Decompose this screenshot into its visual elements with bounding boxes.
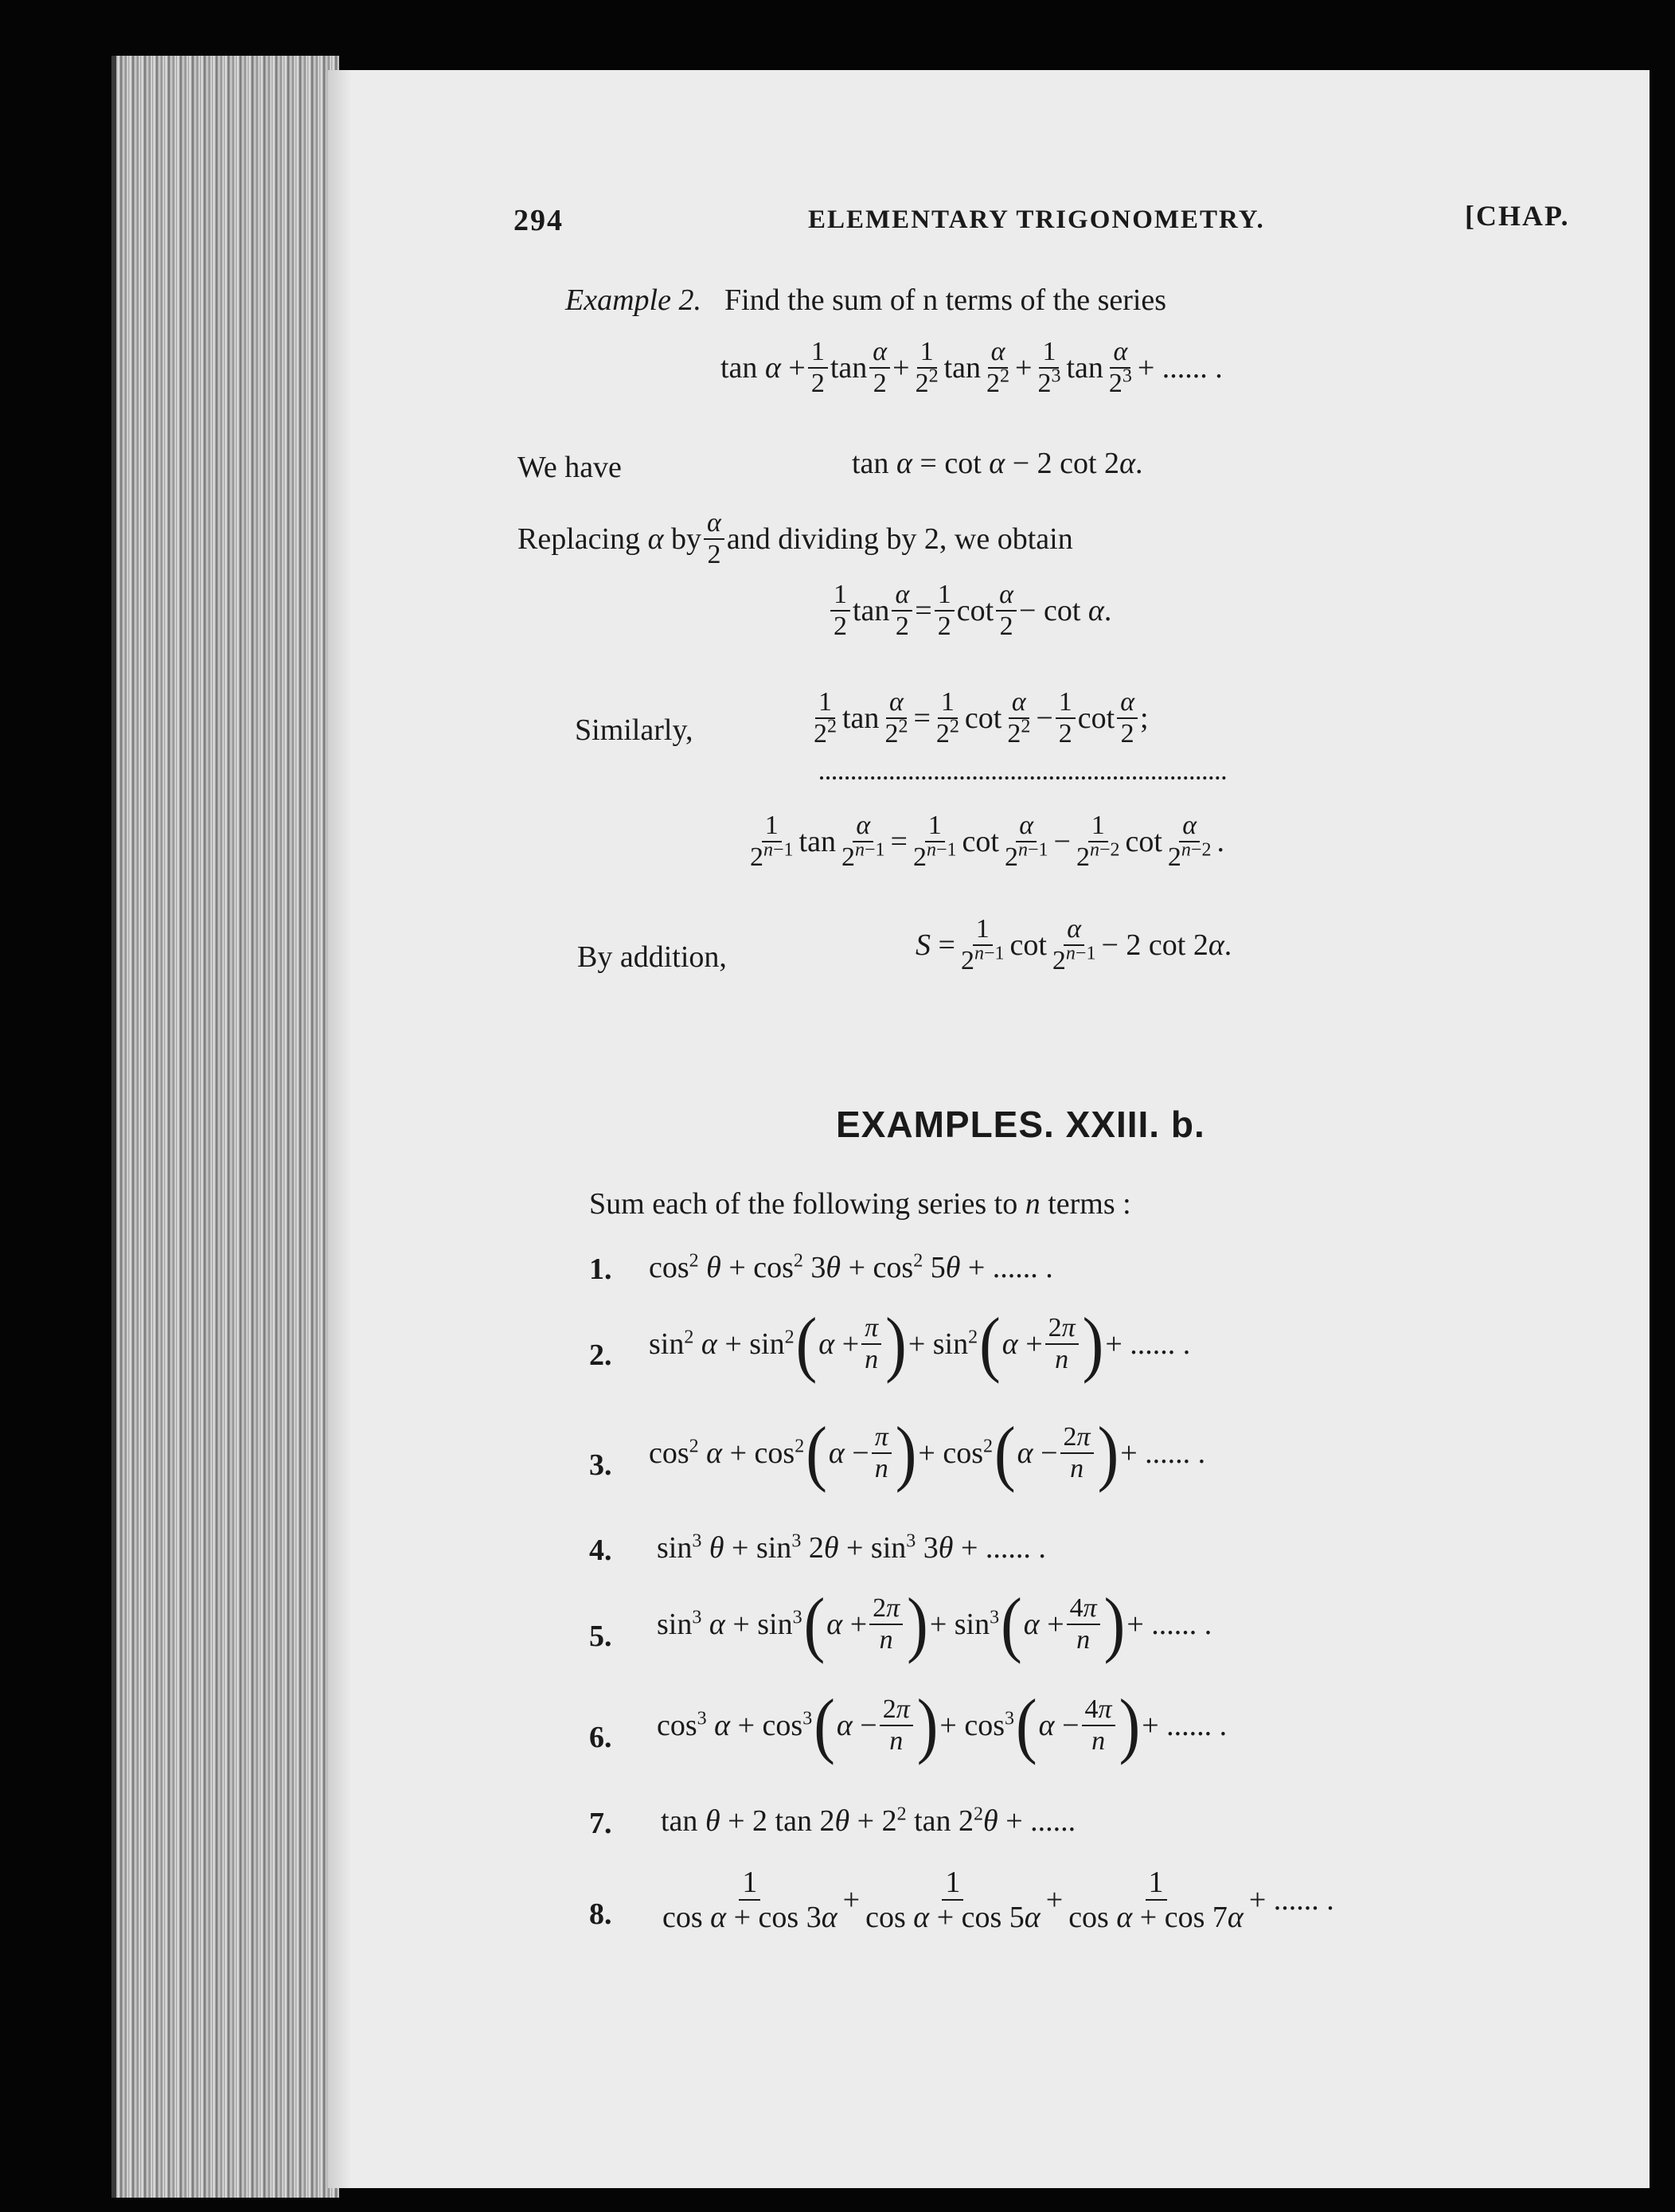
series-expression: tan α + $\frac{1}{2}$ tan $\frac{\alpha}{2}$ + $\frac{1}{2^2}$ tan $\frac{\alpha}{2^2}$ + $\frac{1}{2^3}$ tan $\frac{\alpha}{2^3}$ + ...... . — [720, 337, 1223, 398]
we-have-equation: tan α = cot α − 2 cot 2α. — [852, 447, 1143, 480]
continuation-dots — [820, 776, 1226, 780]
example-statement-text: Find the sum of n terms of the series — [724, 283, 1167, 317]
addition-label: By addition, — [577, 940, 727, 974]
equation-2: $\frac{1}{2^2}$ tan $\frac{\alpha}{2^2}$ = $\frac{1}{2^2}$ cot $\frac{\alpha}{2^2}$ − $\frac{1}{2}$ cot $\frac{\alpha}{2}$ ; — [814, 687, 1149, 748]
exercises-instruction: Sum each of the following series to n terms : — [589, 1187, 1131, 1221]
exercise-7-expression: tan θ + 2 $\tan 2\theta + 2^2$ $\tan 2^2\theta$ + ...... — [661, 1804, 1076, 1838]
exercise-3-expression: $\cos^2 \alpha + \cos^2$ ( α − $\frac{\pi}{n}$ ) + $\cos^2$ ( α − $\frac{2\pi}{n}$ ) + ...... . — [649, 1413, 1206, 1494]
example-statement — [565, 283, 1166, 318]
exercise-number-6: 6. — [589, 1721, 612, 1754]
sum-equation: S = $\frac{1}{2^{n-1}}$ cot $\frac{\alpha}{2^{n-1}}$ − 2 cot 2α. — [916, 914, 1232, 975]
exercise-6-expression: $\cos^3 \alpha + \cos^3$ ( α − $\frac{2\pi}{n}$ ) + $\cos^3$ ( α − $\frac{4\pi}{n}$ ) + ...... . — [657, 1685, 1228, 1766]
equation-3: $\frac{1}{2^{n-1}}$ tan $\frac{\alpha}{2^{n-1}}$ = $\frac{1}{2^{n-1}}$ cot $\frac{\alpha}{2^{n-1}}$ − $\frac{1}{2^{n-2}}$ cot $\frac{\alpha}{2^{n-2}}$ . — [750, 811, 1224, 872]
exercises-heading: EXAMPLES. XXIII. b. — [836, 1104, 1205, 1145]
example-label: Example 2. — [565, 283, 701, 317]
exercise-1-expression: $\cos^2 \theta + \cos^2 3\theta + \cos^2 5\theta$ + ...... . — [649, 1250, 1053, 1284]
exercise-number-2: 2. — [589, 1339, 612, 1372]
exercise-number-8: 8. — [589, 1897, 612, 1931]
exercise-8-expression: $\frac{1}{\text{cos α + cos 3α}}$ + $\frac{1}{\text{cos α + cos 5α}}$ + $\frac{1}{\text{cos α + cos 7α}}$ + ...... . — [662, 1866, 1334, 1934]
replacing-sentence: Replacing α by $\frac{\alpha}{2}$ and dividing by 2, we obtain — [517, 508, 1073, 569]
equation-1: $\frac{1}{2}$ tan $\frac{\alpha}{2}$ = $\frac{1}{2}$ cot $\frac{\alpha}{2}$ − cot α. — [828, 581, 1111, 640]
page-number: 294 — [513, 204, 564, 237]
similarly-label: Similarly, — [575, 713, 693, 747]
exercise-number-1: 1. — [589, 1253, 612, 1286]
exercise-number-5: 5. — [589, 1620, 612, 1653]
exercise-5-expression: $\sin^3 \alpha + \sin^3$ ( α + $\frac{2\pi}{n}$ ) + $\sin^3$ ( α + $\frac{4\pi}{n}$ ) + ...... . — [657, 1584, 1212, 1665]
exercise-4-expression: $\sin^3 \theta + \sin^3 2\theta + \sin^3 3\theta$ + ...... . — [657, 1530, 1046, 1565]
running-title: ELEMENTARY TRIGONOMETRY. — [808, 205, 1265, 234]
exercise-number-3: 3. — [589, 1448, 612, 1482]
we-have-label: We have — [517, 451, 622, 484]
chapter-mark: [CHAP. — [1465, 200, 1570, 232]
exercise-2-expression: $\sin^2 \alpha + \sin^2$ ( α + $\frac{\pi}{n}$ ) + $\sin^2$ ( α + $\frac{2\pi}{n}$ ) + ...... . — [649, 1303, 1191, 1385]
exercise-number-7: 7. — [589, 1807, 612, 1840]
exercise-number-4: 4. — [589, 1534, 612, 1567]
